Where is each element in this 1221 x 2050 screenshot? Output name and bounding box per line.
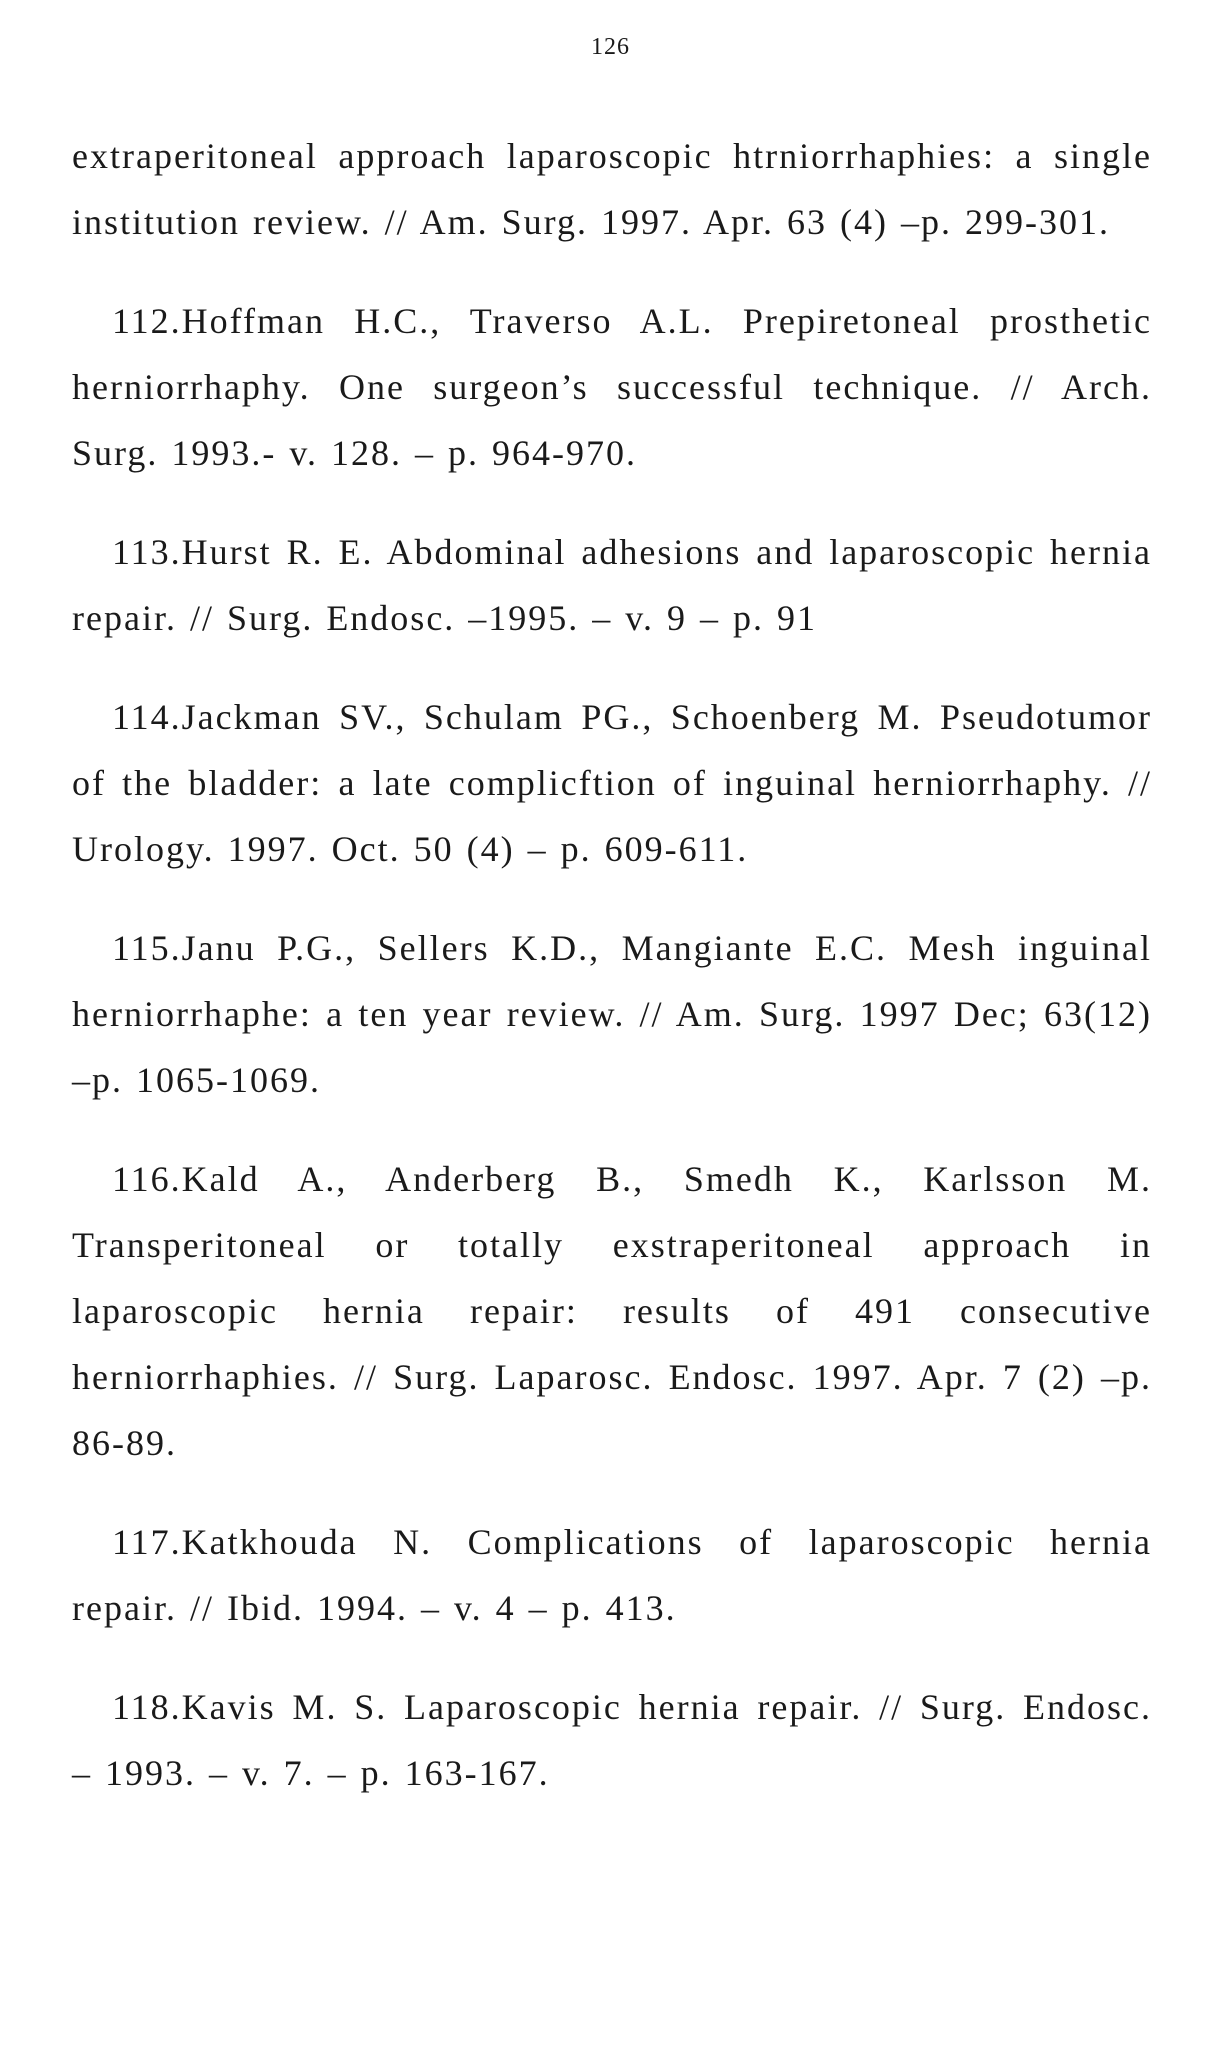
reference-text: Katkhouda N. Complications of laparoscopic hernia repair. // Ibid. 1994. – v. 4 – p. 413. bbox=[72, 1522, 1152, 1628]
reference-text: extraperitoneal approach laparoscopic htrniorrhaphies: a single institution review. // Am. Surg. 1997. Apr. 63 (4) –p. 299-301. bbox=[72, 136, 1152, 242]
reference-entry-114 bbox=[72, 684, 1152, 882]
reference-number: 112. bbox=[112, 301, 182, 341]
reference-number: 117. bbox=[112, 1522, 182, 1562]
reference-entry-118 bbox=[72, 1674, 1152, 1806]
page-number: 126 bbox=[591, 34, 630, 60]
reference-number: 113. bbox=[112, 532, 182, 572]
reference-text: Janu P.G., Sellers K.D., Mangiante E.C. Mesh inguinal herniorrhaphe: a ten year review. // Am. Surg. 1997 Dec; 63(12) –p. 1065-1069. bbox=[72, 928, 1152, 1100]
reference-number: 115. bbox=[112, 928, 182, 968]
reference-text: Hurst R. E. Abdominal adhesions and laparoscopic hernia repair. // Surg. Endosc. –1995. – v. 9 – p. 91 bbox=[72, 532, 1152, 638]
reference-entry-116 bbox=[72, 1146, 1152, 1476]
reference-entry-117 bbox=[72, 1509, 1152, 1641]
reference-entry-continued bbox=[72, 123, 1152, 255]
reference-number: 116. bbox=[112, 1159, 182, 1199]
reference-entry-113 bbox=[72, 519, 1152, 651]
reference-text: Hoffman H.C., Traverso A.L. Prepiretoneal prosthetic herniorrhaphy. One surgeon’s successful technique. // Arch. Surg. 1993.- v. 128. – p. 964-970. bbox=[72, 301, 1152, 473]
reference-number: 118. bbox=[112, 1687, 182, 1727]
reference-entry-115 bbox=[72, 915, 1152, 1113]
reference-number: 114. bbox=[112, 697, 182, 737]
reference-text: Kavis M. S. Laparoscopic hernia repair. // Surg. Endosc. – 1993. – v. 7. – p. 163-167. bbox=[72, 1687, 1152, 1793]
reference-text: Kald A., Anderberg B., Smedh K., Karlsson M. Transperitoneal or totally exstraperitoneal approach in laparoscopic hernia repair: results of 491 consecutive herniorrhaphies. // Surg. Laparosc. Endosc. 1997. Apr. 7 (2) –p. 86-89. bbox=[72, 1159, 1152, 1463]
reference-list bbox=[72, 123, 1152, 1839]
reference-text: Jackman SV., Schulam PG., Schoenberg M. Pseudotumor of the bladder: a late complicftion of inguinal herniorrhaphy. // Urology. 1997. Oct. 50 (4) – p. 609-611. bbox=[72, 697, 1152, 869]
reference-entry-112 bbox=[72, 288, 1152, 486]
